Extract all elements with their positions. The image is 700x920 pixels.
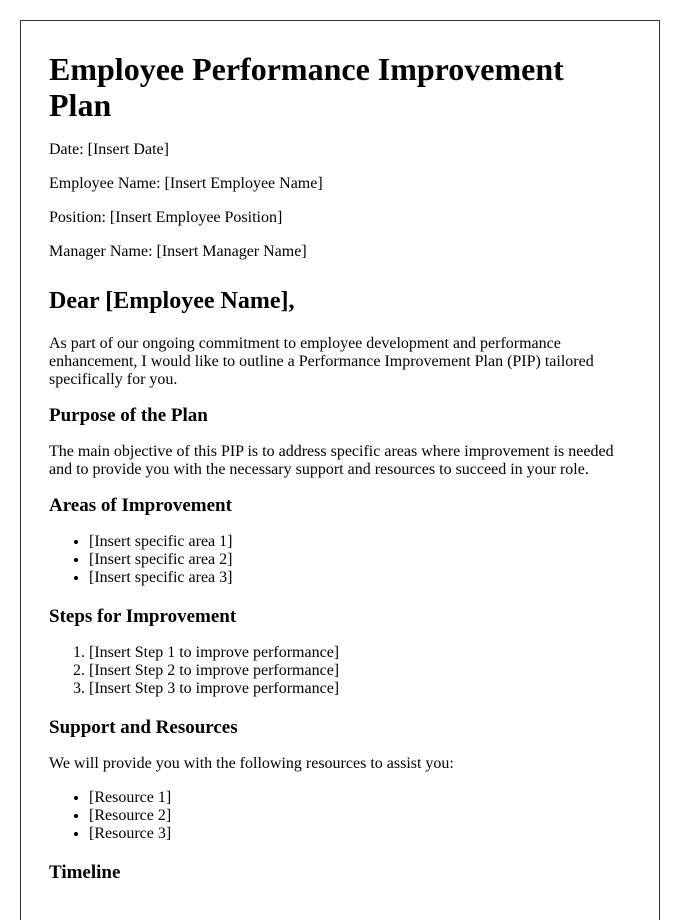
support-heading: Support and Resources — [49, 717, 238, 738]
list-item: • [Insert specific area 1] — [89, 533, 631, 551]
purpose-paragraph: The main objective of this PIP is to address specific areas where improvement is needed and to provide you with the necessary support and resources to succeed in your role. — [49, 443, 614, 478]
list-item: • [Resource 2] — [89, 807, 631, 825]
list-item: 3. [Insert Step 3 to improve performance] — [89, 680, 631, 698]
list-item: 2. [Insert Step 2 to improve performance] — [89, 662, 631, 680]
areas-list — [49, 533, 631, 587]
document-page — [20, 20, 660, 920]
position-line: Position: [Insert Employee Position] — [49, 209, 283, 226]
purpose-heading: Purpose of the Plan — [49, 405, 208, 426]
intro-paragraph: As part of our ongoing commitment to employee development and performance enhancement, I would like to outline a Performance Improvement Plan (PIP) tailored specifically for you. — [49, 335, 594, 388]
document-title: Employee Performance Improvement Plan — [49, 51, 564, 123]
list-item: • [Insert specific area 3] — [89, 569, 631, 587]
steps-list — [49, 644, 631, 698]
list-item: • [Resource 3] — [89, 825, 631, 843]
list-item: • [Insert specific area 2] — [89, 551, 631, 569]
manager-name-line: Manager Name: [Insert Manager Name] — [49, 243, 307, 260]
employee-name-line: Employee Name: [Insert Employee Name] — [49, 175, 323, 192]
greeting: Dear [Employee Name], — [49, 288, 295, 314]
list-item: • [Resource 1] — [89, 789, 631, 807]
timeline-heading: Timeline — [49, 862, 121, 883]
resources-list — [49, 789, 631, 843]
support-paragraph: We will provide you with the following resources to assist you: — [49, 755, 454, 772]
areas-heading: Areas of Improvement — [49, 495, 232, 516]
list-item: 1. [Insert Step 1 to improve performance] — [89, 644, 631, 662]
steps-heading: Steps for Improvement — [49, 606, 237, 627]
date-line: Date: [Insert Date] — [49, 141, 169, 158]
